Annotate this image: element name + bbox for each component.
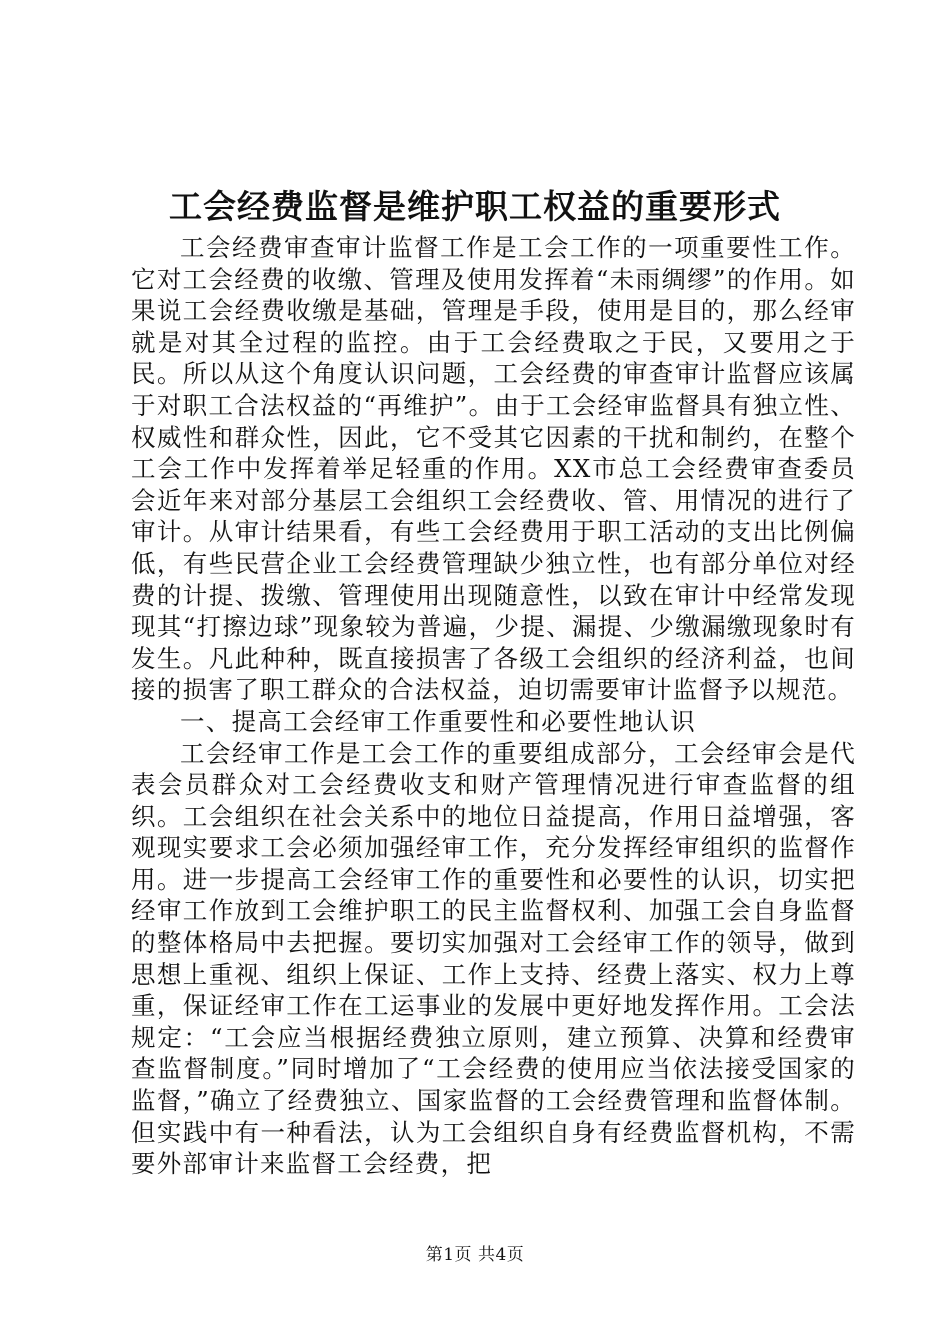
document-title: 工会经费监督是维护职工权益的重要形式 [169,187,781,226]
paragraph-intro: 工会经费审查审计监督工作是工会工作的一项重要性工作。它对工会经费的收缴、管理及使用发挥着“未雨绸缪”的作用。如果说工会经费收缴是基础，管理是手段，使用是目的，那么经审就是对其全过程的监控。由于工会经费取之于民，又要用之于民。所以从这个角度认识问题，工会经费的审查审计监督应该属于对职工合法权益的“再维护”。由于工会经审监督具有独立性、权威性和群众性，因此，它不受其它因素的干扰和制约，在整个工会工作中发挥着举足轻重的作用。XX市总工会经费审查委员会近年来对部分基层工会组织工会经费收、管、用情况的进行了审计。从审计结果看，有些工会经费用于职工活动的支出比例偏低，有些民营企业工会经费管理缺少独立性，也有部分单位对经费的计提、拨缴、管理使用出现随意性，以致在审计中经常发现现其“打擦边球”现象较为普遍，少提、漏提、少缴漏缴现象时有发生。凡此种种，既直接损害了各级工会组织的经济利益，也间接的损害了职工群众的合法权益，迫切需要审计监督予以规范。 [131,233,856,705]
section-heading-1: 一、提高工会经审工作重要性和必要性地认识 [180,706,696,736]
page-footer: 第1页 共4页 [425,1245,525,1265]
paragraph-section-1: 工会经审工作是工会工作的重要组成部分，工会经审会是代表会员群众对工会经费收支和财产管理情况进行审查监督的组织。工会组织在社会关系中的地位日益提高，作用日益增强，客观现实要求工会必须加强经审工作，充分发挥经审组织的监督作用。进一步提高工会经审工作的重要性和必要性的认识，切实把经审工作放到工会维护职工的民主监督权利、加强工会自身监督的整体格局中去把握。要切实加强对工会经审工作的领导，做到思想上重视、组织上保证、工作上支持、经费上落实、权力上尊重，保证经审工作在工运事业的发展中更好地发挥作用。工会法规定：“工会应当根据经费独立原则，建立预算、决算和经费审查监督制度。”同时增加了“工会经费的使用应当依法接受国家的监督，”确立了经费独立、国家监督的工会经费管理和监督体制。但实践中有一种看法，认为工会组织自身有经费监督机构，不需要外部审计来监督工会经费，把 [131,738,856,1179]
document-body [131,232,856,1180]
